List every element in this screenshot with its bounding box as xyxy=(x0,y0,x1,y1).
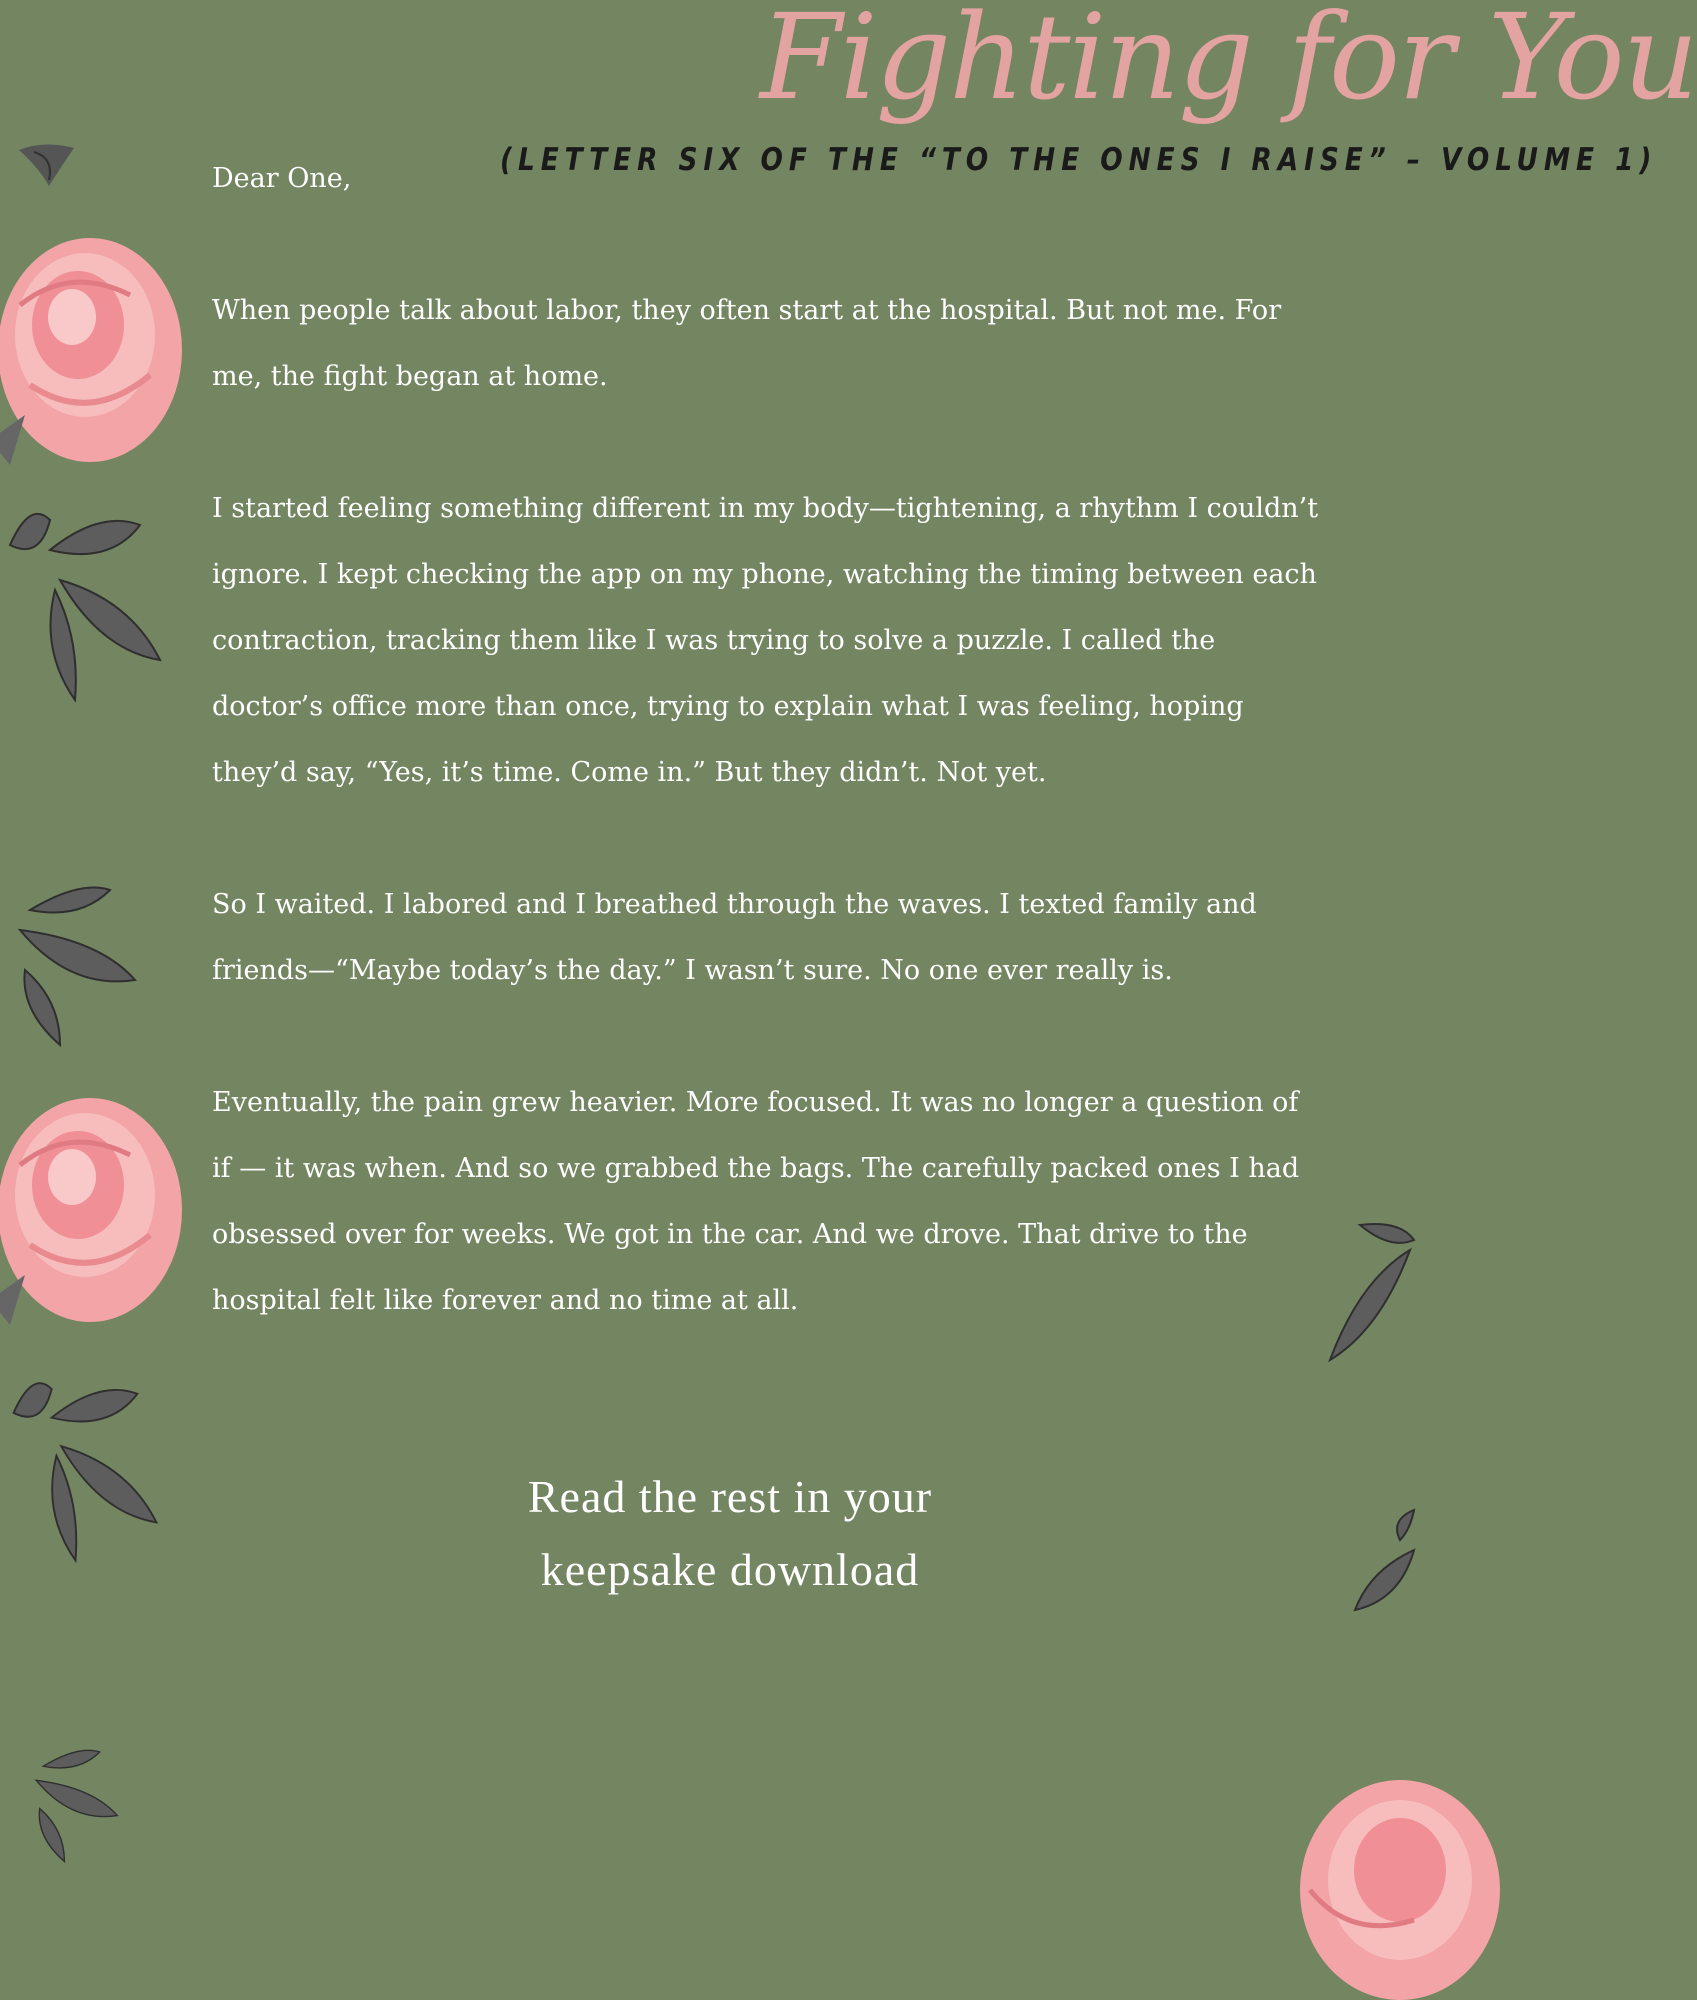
leaf-icon xyxy=(20,888,135,1046)
rose-left-1 xyxy=(0,225,200,475)
leaf-cluster-top-left xyxy=(14,140,94,190)
rose-icon xyxy=(0,1098,182,1322)
leaf-icon xyxy=(1330,1224,1414,1360)
rose-bottom-right xyxy=(1290,1770,1414,2000)
leaf-icon xyxy=(36,1750,117,1861)
letter-salutation: Dear One, xyxy=(212,163,352,194)
letter-body xyxy=(212,146,1322,1400)
leaf-branch-right-1 xyxy=(1320,1220,1414,1380)
leaf-branch-right-2 xyxy=(1350,1500,1414,1640)
cta-line-2: keepsake download xyxy=(540,1544,920,1595)
leaf-branch-left-4 xyxy=(0,1745,150,1865)
keepsake-download-cta[interactable] xyxy=(440,1460,1020,1606)
leaf-branch-left-1 xyxy=(0,500,170,710)
letter-paragraph: I started feeling something different in my body—tightening, a rhythm I couldn’t ignore. I kept checking the app on my phone, watching the timing between each contraction, tracking them like I was trying to solve a puzzle. I called the doctor’s office more than once, trying to explain what I was feeling, hoping they’d say, “Yes, it’s time. Come in.” But they didn’t. Not yet. xyxy=(212,493,1319,788)
leaf-icon xyxy=(14,1383,157,1560)
leaf-icon xyxy=(10,514,160,700)
letter-paragraph: So I waited. I labored and I breathed through the waves. I texted family and friends—“Maybe today’s the day.” I wasn’t sure. No one ever really is. xyxy=(212,889,1257,986)
leaf-branch-left-2 xyxy=(0,880,150,1050)
letter-paragraph: When people talk about labor, they often start at the hospital. But not me. For me, the fight began at home. xyxy=(212,295,1282,392)
page-subtitle: (LETTER SIX OF THE “TO THE ONES I RAISE” – VOLUME 1) xyxy=(500,142,1658,178)
leaf-icon xyxy=(1355,1510,1414,1610)
rose-icon xyxy=(0,238,182,462)
rose-left-2 xyxy=(0,1085,200,1335)
leaf-branch-left-3 xyxy=(0,1370,170,1570)
letter-paragraph: Eventually, the pain grew heavier. More focused. It was no longer a question of if — it was when. And so we grabbed the bags. The carefully packed ones I had obsessed over for weeks. We got in the car. And we drove. That drive to the hospital felt like forever and no time at all. xyxy=(212,1087,1300,1316)
cta-line-1: Read the rest in your xyxy=(527,1471,933,1522)
rose-icon xyxy=(1300,1780,1500,2000)
page-title: Fighting for You xyxy=(760,0,1697,126)
